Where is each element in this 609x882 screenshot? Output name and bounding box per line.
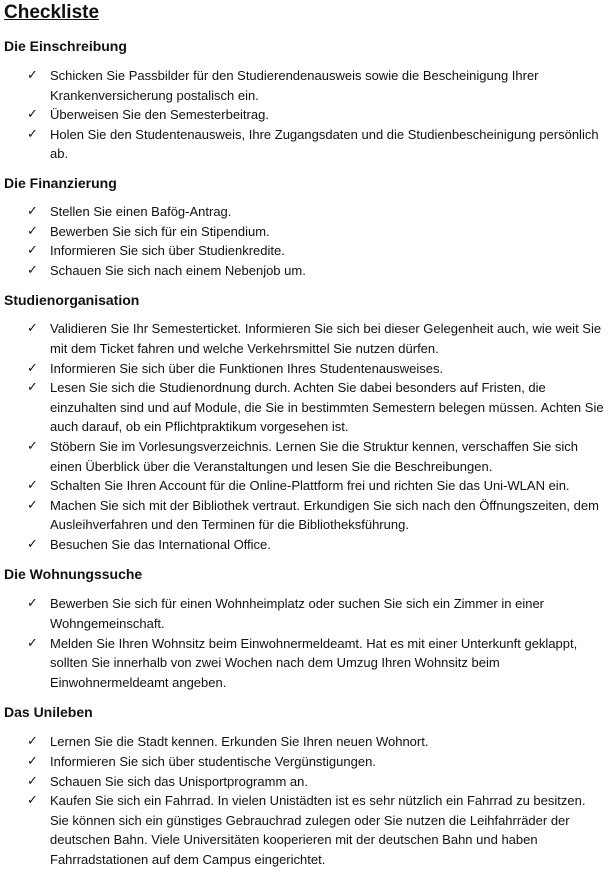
list-item-text: Schauen Sie sich nach einem Nebenjob um. [50, 262, 306, 278]
list-item-text: Lesen Sie sich die Studienordnung durch. Achten Sie dabei besonders auf Fristen, die einzuhalten sind und auf Module, die Sie in bestimmten Semestern belegen müssen. Achten Sie auch darauf, ob ein Pflichtpraktikum vorgesehen ist. [50, 380, 604, 435]
list-item [4, 634, 605, 693]
checkmark-icon: ✓ [27, 223, 38, 239]
checkmark-icon: ✓ [27, 734, 38, 750]
page-title: Checkliste [4, 2, 100, 23]
list-item-text: Validieren Sie Ihr Semesterticket. Informieren Sie sich bei dieser Gelegenheit auch, wie weit Sie mit dem Ticket fahren und welche Verkehrsmittel Sie nutzen dürfen. [50, 321, 602, 356]
checklist-section [4, 565, 605, 692]
checklist [4, 594, 605, 692]
checklist [4, 732, 605, 869]
list-item-text: Stöbern Sie im Vorlesungsverzeichnis. Lernen Sie die Struktur kennen, verschaffen Sie sich einen Überblick über die Veranstaltungen und lesen Sie die Beschreibungen. [50, 438, 578, 474]
checkmark-icon: ✓ [27, 754, 38, 770]
list-item [4, 319, 605, 358]
checkmark-icon: ✓ [27, 243, 38, 259]
list-item-text: Bewerben Sie sich für ein Stipendium. [50, 223, 270, 239]
checkmark-icon: ✓ [27, 321, 38, 337]
checklist [4, 202, 605, 280]
checklist-section [4, 37, 605, 164]
checkmark-icon: ✓ [27, 478, 38, 494]
section-heading: Die Einschreibung [4, 38, 127, 54]
list-item-text: Bewerben Sie sich für einen Wohnheimplatz oder suchen Sie sich ein Zimmer in einer Wohngemeinschaft. [50, 596, 545, 632]
list-item [4, 202, 605, 222]
section-heading: Die Wohnungssuche [4, 566, 143, 583]
list-item-text: Informieren Sie sich über Studienkredite. [50, 243, 285, 259]
checkmark-icon: ✓ [27, 438, 38, 454]
list-item-text: Informieren Sie sich über studentische Vergünstigungen. [50, 754, 376, 770]
checkmark-icon: ✓ [27, 203, 38, 219]
section-heading: Das Unileben [4, 704, 93, 721]
list-item [4, 476, 605, 496]
checkmark-icon: ✓ [27, 773, 38, 789]
list-item [4, 241, 605, 261]
checkmark-icon: ✓ [27, 68, 38, 83]
list-item [4, 594, 605, 633]
list-item [4, 359, 605, 379]
checkmark-icon: ✓ [27, 793, 38, 809]
list-item-text: Stellen Sie einen Bafög-Antrag. [50, 203, 232, 219]
checkmark-icon: ✓ [27, 262, 38, 278]
list-item [4, 732, 605, 752]
list-item [4, 261, 605, 281]
list-item-text: Machen Sie sich mit der Bibliothek vertraut. Erkundigen Sie sich nach den Öffnungszeiten, dem Ausleihverfahren und den Terminen für die Bibliotheksführung. [50, 497, 599, 533]
list-item-text: Schalten Sie Ihren Account für die Online-Plattform frei und richten Sie das Uni-WLAN ein. [50, 478, 570, 494]
list-item [4, 66, 605, 105]
list-item [4, 772, 605, 792]
list-item [4, 437, 605, 476]
checklist-sections [4, 37, 605, 870]
list-item [4, 378, 605, 437]
checkmark-icon: ✓ [27, 635, 38, 651]
checklist [4, 319, 605, 554]
list-item-text: Lernen Sie die Stadt kennen. Erkunden Sie Ihren neuen Wohnort. [50, 734, 429, 750]
section-heading: Studienorganisation [4, 292, 140, 309]
checkmark-icon: ✓ [27, 360, 38, 376]
list-item-text: Melden Sie Ihren Wohnsitz beim Einwohnermeldeamt. Hat es mit einer Unterkunft geklappt, sollten Sie innerhalb von zwei Wochen nach dem Umzug Ihren Wohnsitz beim Einwohnermeldeamt angeben. [50, 635, 578, 690]
list-item [4, 105, 605, 125]
checkmark-icon: ✓ [27, 596, 38, 612]
list-item-text: Holen Sie den Studentenausweis, Ihre Zugangsdaten und die Studienbescheinigung persönlich ab. [50, 126, 599, 162]
checkmark-icon: ✓ [27, 497, 38, 513]
checkmark-icon: ✓ [27, 380, 38, 396]
checkmark-icon: ✓ [27, 126, 38, 142]
checklist [4, 66, 605, 164]
list-item [4, 535, 605, 555]
checklist-section [4, 703, 605, 869]
list-item-text: Schicken Sie Passbilder für den Studierendenausweis sowie die Bescheinigung Ihrer Krankenversicherung postalisch ein. [50, 68, 539, 103]
checklist-section [4, 174, 605, 280]
checkmark-icon: ✓ [27, 536, 38, 552]
list-item [4, 496, 605, 535]
list-item [4, 791, 605, 869]
checklist-section [4, 291, 605, 554]
checkmark-icon: ✓ [27, 107, 38, 123]
list-item-text: Schauen Sie sich das Unisportprogramm an. [50, 773, 308, 789]
list-item-text: Besuchen Sie das International Office. [50, 536, 271, 552]
list-item-text: Überweisen Sie den Semesterbeitrag. [50, 107, 269, 123]
list-item [4, 222, 605, 242]
list-item-text: Kaufen Sie sich ein Fahrrad. In vielen Unistädten ist es sehr nützlich ein Fahrrad zu besitzen. Sie können sich ein günstiges Gebrauchrad zulegen oder Sie nutzen die Leihfahrräder der deutschen Bahn. Viele Universitäten kooperieren mit der deutschen Bahn und haben Fahrradstationen auf dem Campus eingerichtet. [50, 793, 586, 867]
list-item [4, 752, 605, 772]
list-item-text: Informieren Sie sich über die Funktionen Ihres Studentenausweises. [50, 360, 444, 376]
list-item [4, 125, 605, 164]
section-heading: Die Finanzierung [4, 174, 117, 191]
